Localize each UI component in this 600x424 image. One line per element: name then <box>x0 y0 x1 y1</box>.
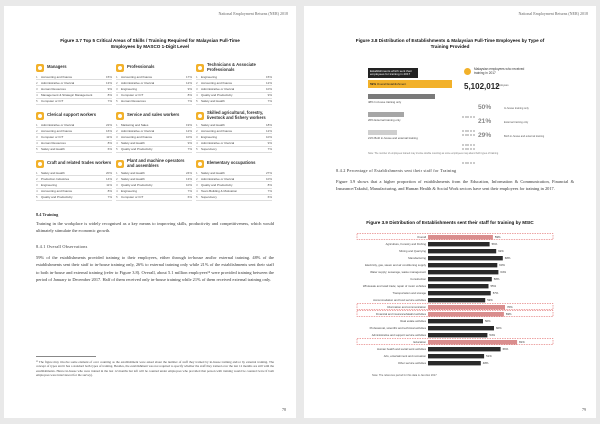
skill-name: Computer or ICT <box>41 134 64 139</box>
skill-rank: 5 <box>196 147 198 152</box>
figure-3-7-title-line2: Employees by MASCO 1-Digit Level <box>111 44 189 50</box>
chart-bar <box>428 340 517 344</box>
chart-value-label: 63% <box>499 263 505 267</box>
chart-bar <box>428 249 496 253</box>
skill-name: Administrative or Clerical <box>41 80 75 85</box>
chart-bar <box>428 263 497 267</box>
skill-name: Computer or ICT <box>41 99 64 104</box>
employee-row-label: Both in-house and external training <box>504 135 545 138</box>
chart-bar <box>428 291 491 295</box>
skill-rank: 4 <box>116 93 118 98</box>
chart-category-label: Real estate activities <box>400 319 426 323</box>
skill-rank: 2 <box>116 80 118 85</box>
subsection-heading-overall: 8.4.1 Overall Observations <box>36 244 88 249</box>
skill-name: Accounting and finance <box>201 128 233 133</box>
chart-value-label: 48% <box>482 361 489 365</box>
establishment-bar <box>368 112 404 117</box>
skill-rank: 5 <box>196 195 198 200</box>
skill-row <box>36 147 112 153</box>
chart-category-label: Water supply; sewerage, waste management <box>370 270 426 274</box>
figure-3-8-title-line2: Training Provided <box>430 44 470 50</box>
skill-rank: 3 <box>116 134 118 139</box>
skill-rank: 1 <box>36 74 38 79</box>
chart-bar <box>428 270 498 274</box>
employee-row-label: External training only <box>504 121 529 124</box>
establishment-total-bar <box>368 80 452 88</box>
skill-name: Human Resources <box>41 86 66 91</box>
occupation-title: Clerical support workers <box>47 112 97 118</box>
skill-rank: 3 <box>196 134 198 139</box>
chart-value-label: 55% <box>490 284 497 288</box>
section-heading-percentage: 8.4.2 Percentage of Establishments sent their staff for Training <box>336 168 457 173</box>
chart-category-label: Accommodation and food service activities <box>373 298 426 302</box>
skill-rank: 1 <box>116 122 118 127</box>
skill-percent: 20% <box>105 170 112 175</box>
section-heading-training: 8.4 Training <box>36 212 59 217</box>
skill-rank: 5 <box>116 99 118 104</box>
chart-category-label: Manufacturing <box>408 256 426 260</box>
skill-percent: 8% <box>107 189 112 194</box>
occupation-block <box>116 158 192 201</box>
occupation-header <box>36 62 112 73</box>
employee-icon <box>464 68 471 75</box>
chart-bar <box>428 333 487 337</box>
skill-percent: 9% <box>187 141 192 146</box>
skill-rank: 4 <box>36 189 38 194</box>
skill-rank: 5 <box>36 195 38 200</box>
chart-bar <box>428 256 503 260</box>
skill-rank: 2 <box>196 128 198 133</box>
skill-name: Engineering <box>201 74 218 79</box>
figure-3-8-title <box>330 38 570 50</box>
occupation-header <box>196 110 272 121</box>
skill-rank: 4 <box>116 189 118 194</box>
figure-3-8-title-line1: Figure 3.8 Distribution of Establishments & Malaysian Full-Time Employees by Type of <box>355 38 545 43</box>
skill-rank: 1 <box>36 170 38 175</box>
figure-3-9-chart <box>356 232 556 372</box>
skill-percent: 8% <box>107 93 112 98</box>
skill-row <box>196 195 272 201</box>
chart-category-label: Arts, entertainment and recreation <box>383 354 426 358</box>
skill-name: Safety and Health <box>201 99 225 104</box>
skill-percent: 7% <box>267 99 272 104</box>
body-paragraph-percentage: Figure 3.9 shows that a higher proportion of establishments from the Education, Information & Communication, Financial & Insurance/Takaful, Manufacturing, and Human Health & Social Work sectors have sent their employees for training in 2017. <box>336 179 574 192</box>
page-number-right: 79 <box>582 407 586 412</box>
skill-name: Safety and Health <box>41 170 65 175</box>
skill-name: Administrative or Clerical <box>41 122 75 127</box>
skill-row <box>116 195 192 201</box>
occupation-header <box>36 158 112 169</box>
chart-value-label: 62% <box>498 249 504 253</box>
intro-paragraph: Training in the workplace is widely recognised as a key means to improving skills, productivity and competitiveness, which would ultimately stimulate the economic growth. <box>36 221 274 234</box>
footnote: ¹² The figure may involve some element of over counting as the establishment were asked about the number of staff they trained by in-house training and/or by external training. The concept of types and it has a standard both types of training. Besides, the establishment was not required to specify whether the staff they trained over the last 12 months are still with the establishments. Hence in-house who were trained in the last 12 months but left will be counted under employees who provided that person with training would be counted twice if both employees were interviewed for the survey). <box>36 360 274 377</box>
skill-name: Computer or ICT <box>121 195 144 200</box>
occupation-block <box>36 158 112 201</box>
skill-row <box>196 99 272 105</box>
skill-rank: 4 <box>196 189 198 194</box>
skill-percent: 17% <box>185 74 192 79</box>
running-header-right: National Employment Returns (NER) 2018 <box>518 11 588 16</box>
chart-bar <box>428 235 493 239</box>
occupation-title: Technicians & Associate Professionals <box>207 61 256 72</box>
chart-value-label: 68% <box>504 256 511 260</box>
establishment-total-label: Overall Establishment <box>376 82 407 86</box>
skill-percent: 16% <box>105 128 112 133</box>
figure-3-9-note: Note: The reference period for this data is Jan-Dec 2017 <box>372 374 437 377</box>
body-paragraph-overall: 59% of the establishments provided training to their employees, either through in-house and/or external training. 48% of the establishments sent their staff to in-house training only, 26% to external training only while 21% of the establishments sent their staff to both in-house and external training (refer to Figure 3.8). Overall, about 5.1 million employees¹² were provided training between the period of January to December 2017. Half of them received only in-house training while 21% of them received external training only. <box>36 255 274 283</box>
skill-percent: 12% <box>265 128 272 133</box>
occupation-block <box>116 62 192 105</box>
chart-category-label: Financial and insurance/takaful activities <box>375 312 426 316</box>
skill-percent: 12% <box>185 128 192 133</box>
skill-rank: 1 <box>196 170 198 175</box>
skill-name: Engineering <box>121 86 138 91</box>
occupation-block <box>196 62 272 105</box>
chart-category-label: Agriculture, Forestry and Fishing <box>385 242 426 246</box>
skill-rank: 2 <box>36 128 38 133</box>
chart-category-label: Overall <box>417 235 426 239</box>
skill-percent: 10% <box>265 86 272 91</box>
skill-name: Administrative or Clerical <box>121 80 155 85</box>
skill-rank: 1 <box>196 74 198 79</box>
skill-percent: 12% <box>185 80 192 85</box>
skill-rank: 5 <box>36 147 38 152</box>
skill-percent: 11% <box>106 134 112 139</box>
left-page <box>4 6 296 418</box>
chart-bar <box>428 277 492 281</box>
establishment-row-label: 26% External training only <box>368 118 401 122</box>
skill-rank: 3 <box>116 86 118 91</box>
skill-rank: 4 <box>116 141 118 146</box>
occupation-icon <box>116 112 124 120</box>
occupation-block <box>116 110 192 153</box>
running-header: National Employment Returns (NER) 2018 <box>218 11 288 16</box>
chart-category-label: Transportation and storage <box>392 291 426 295</box>
skill-name: Accounting and finance <box>121 74 153 79</box>
skill-percent: 9% <box>267 93 272 98</box>
skill-name: Supervisory <box>201 195 217 200</box>
occupation-block <box>196 158 272 201</box>
skill-rank: 1 <box>116 170 118 175</box>
chart-bar <box>428 242 490 246</box>
skill-name: Management & Strategic Management <box>41 93 93 98</box>
skill-name: Administrative or Clerical <box>201 141 235 146</box>
skill-rank: 4 <box>196 141 198 146</box>
skill-row <box>196 147 272 153</box>
establishment-row-label: 48% In-house training only <box>368 100 402 104</box>
employee-row-pct: 50% <box>478 104 492 111</box>
establishment-row-label: 21% Both in-house and external training <box>368 136 418 140</box>
skill-name: Accounting and finance <box>201 80 233 85</box>
skill-name: Accounting and finance <box>41 74 73 79</box>
skill-rank: 2 <box>196 176 198 181</box>
employee-total-label: employees <box>496 84 509 87</box>
occupation-title: Skilled agricultural, forestry, livestock and fishery workers <box>207 109 266 120</box>
skill-row <box>116 147 192 153</box>
skill-rank: 4 <box>36 93 38 98</box>
occupation-icon <box>196 64 204 72</box>
chart-value-label: 51% <box>486 354 492 358</box>
employee-total: 5,102,012 <box>464 82 500 91</box>
chart-category-label: Other service activities <box>397 361 426 365</box>
skill-name: Accounting and finance <box>121 134 153 139</box>
skill-name: Quality and Productivity <box>121 147 153 152</box>
skill-percent: 10% <box>185 134 192 139</box>
chart-category-label: Construction <box>410 277 426 281</box>
skill-name: Safety and Health <box>201 122 225 127</box>
chart-bar <box>428 284 489 288</box>
skill-rank: 5 <box>196 99 198 104</box>
skill-name: Administrative or Clerical <box>201 176 235 181</box>
occupation-title: Service and sales workers <box>127 112 180 118</box>
skill-percent: 6% <box>187 195 192 200</box>
skill-percent: 19% <box>185 122 192 127</box>
skill-percent: 7% <box>187 99 192 104</box>
chart-value-label: 57% <box>492 291 499 295</box>
chart-category-label: Information and communication <box>386 305 426 309</box>
skill-percent: 7% <box>107 195 112 200</box>
skill-rank: 1 <box>196 122 198 127</box>
people-dots-icon <box>462 119 476 128</box>
chart-bar <box>428 305 505 309</box>
skill-rank: 3 <box>196 182 198 187</box>
skill-percent: 10% <box>265 176 272 181</box>
skill-percent: 9% <box>187 86 192 91</box>
employee-row-pct: 29% <box>478 132 492 139</box>
skill-name: Administrative or Clerical <box>121 128 155 133</box>
chart-category-label: Electricity, gas, steam and air conditioning supply <box>365 263 426 267</box>
skill-name: Marketing and Sales <box>121 122 149 127</box>
skill-rank: 5 <box>116 195 118 200</box>
employee-row-label: In-house training only <box>504 107 529 110</box>
occupation-title: Managers <box>47 64 67 70</box>
occupation-header <box>196 158 272 169</box>
skill-percent: 22% <box>105 122 112 127</box>
skill-rank: 3 <box>36 182 38 187</box>
skill-name: Quality and Productivity <box>41 195 73 200</box>
occupation-header <box>116 62 192 73</box>
skill-name: Administrative or Clerical <box>201 86 235 91</box>
skill-percent: 7% <box>187 189 192 194</box>
skill-percent: 7% <box>267 189 272 194</box>
skill-rank: 4 <box>36 141 38 146</box>
skill-percent: 7% <box>107 99 112 104</box>
skill-name: Supervisory <box>201 147 217 152</box>
employee-row-pct: 21% <box>478 118 492 125</box>
employee-title: Malaysian employees who received training in 2017 <box>474 67 525 75</box>
skill-percent: 11% <box>106 182 112 187</box>
occupation-icon <box>196 160 204 168</box>
chart-value-label: 81% <box>519 340 525 344</box>
skill-name: Quality and Productivity <box>201 93 233 98</box>
skill-percent: 9% <box>267 141 272 146</box>
skill-percent: 12% <box>265 80 272 85</box>
skill-name: Human Resources <box>41 141 66 146</box>
chart-value-label: 64% <box>500 270 507 274</box>
skill-rank: 3 <box>36 134 38 139</box>
skill-rank: 2 <box>196 80 198 85</box>
skill-percent: 13% <box>105 80 112 85</box>
skill-percent: 8% <box>267 182 272 187</box>
skill-percent: 24% <box>185 170 192 175</box>
occupation-icon <box>116 160 124 168</box>
chart-value-label: 59% <box>494 235 501 239</box>
chart-bar <box>428 312 504 316</box>
occupation-header <box>116 158 192 169</box>
skill-name: Safety and Health <box>41 147 65 152</box>
chart-value-label: 52% <box>487 298 493 302</box>
chart-value-label: 70% <box>507 305 513 309</box>
skill-name: Engineering <box>121 189 138 194</box>
skill-rank: 1 <box>36 122 38 127</box>
chart-bar <box>428 326 494 330</box>
skill-name: Safety and Health <box>121 141 145 146</box>
skill-rank: 2 <box>116 176 118 181</box>
skill-percent: 6% <box>107 147 112 152</box>
occupation-block <box>36 110 112 153</box>
skill-rank: 5 <box>116 147 118 152</box>
chart-category-label: Wholesale and retail trade; repair of motor vehicles <box>362 284 426 288</box>
skill-name: Engineering <box>201 134 218 139</box>
occupation-header <box>116 110 192 121</box>
chart-bar <box>428 298 485 302</box>
skill-name: Human Resources <box>121 99 146 104</box>
chart-value-label: 69% <box>505 312 512 316</box>
chart-value-label: 56% <box>491 242 498 246</box>
chart-bar <box>428 354 484 358</box>
occupation-block <box>36 62 112 105</box>
establishment-total-pct: 59% <box>370 82 377 86</box>
skill-percent: 6% <box>267 195 272 200</box>
skill-percent: 15% <box>265 74 272 79</box>
skill-percent: 8% <box>187 93 192 98</box>
figure-3-7-title <box>24 38 276 50</box>
skill-name: Production Industries <box>41 176 70 181</box>
chart-category-label: Human health and social work activities <box>377 347 426 351</box>
occupation-block <box>196 110 272 153</box>
skill-rank: 2 <box>116 128 118 133</box>
chart-category-label: Education <box>413 340 426 344</box>
skill-row <box>116 99 192 105</box>
occupation-icon <box>36 160 44 168</box>
skill-percent: 8% <box>107 141 112 146</box>
skill-percent: 13% <box>185 176 192 181</box>
skill-rank: 2 <box>36 176 38 181</box>
occupation-title: Craft and related trades workers <box>47 160 112 166</box>
chart-value-label: 54% <box>489 333 496 337</box>
occupation-header <box>36 110 112 121</box>
figure-3-7-title-line1: Figure 3.7 Top 5 Critical Areas of Skills / Training Required for Malaysian Full-Time <box>60 38 240 43</box>
figure-3-8-infographic <box>356 56 554 162</box>
skill-percent: 15% <box>105 74 112 79</box>
skill-rank: 2 <box>36 80 38 85</box>
skill-percent: 10% <box>265 134 272 139</box>
skill-rank: 4 <box>196 93 198 98</box>
skill-rank: 3 <box>116 182 118 187</box>
skill-rank: 3 <box>196 86 198 91</box>
skill-name: Safety and Health <box>201 170 225 175</box>
skill-name: Quality and Productivity <box>121 182 153 187</box>
chart-bar <box>428 319 483 323</box>
occupation-title: Professionals <box>127 64 155 70</box>
establishment-bar <box>368 130 397 135</box>
skill-name: Accounting and finance <box>41 189 73 194</box>
skill-rank: 1 <box>116 74 118 79</box>
occupation-title: Plant and machine operators and assemblers <box>127 157 185 168</box>
occupation-title: Elementary occupations <box>207 160 256 166</box>
occupation-icon <box>36 64 44 72</box>
skill-percent: 14% <box>105 176 112 181</box>
skill-name: Engineering <box>41 182 58 187</box>
skill-percent: 27% <box>265 170 272 175</box>
people-dots-icon <box>462 133 476 142</box>
skill-name: Accounting and finance <box>41 128 73 133</box>
page-number-left: 78 <box>282 407 286 412</box>
skill-name: Team Building & Motivation <box>201 189 238 194</box>
skill-name: Safety and Health <box>121 170 145 175</box>
figure-3-8-note: Note: The number of employees trained may involve double counting as some employees may attend both types of training <box>368 152 499 155</box>
occupation-icon <box>36 112 44 120</box>
chart-value-label: 66% <box>502 347 509 351</box>
right-page <box>304 6 596 418</box>
skill-row <box>36 99 112 105</box>
skill-percent: 7% <box>267 147 272 152</box>
people-dots-icon <box>462 105 476 114</box>
chart-category-label: Professional, scientific and technical activities <box>369 326 426 330</box>
skill-rank: 5 <box>36 99 38 104</box>
skill-percent: 7% <box>187 147 192 152</box>
skill-name: Computer or ICT <box>121 93 144 98</box>
chart-value-label: 50% <box>485 319 491 323</box>
skill-percent: 18% <box>265 122 272 127</box>
chart-value-label: 60% <box>496 326 502 330</box>
skill-percent: 9% <box>107 86 112 91</box>
occupation-icon <box>196 112 204 120</box>
skill-percent: 10% <box>185 182 192 187</box>
skill-name: Quality and Productivity <box>201 182 233 187</box>
figure-3-9-title: Figure 3.9 Distribution of Establishments sent their staff for training by MSIC <box>366 220 534 225</box>
establishment-box: Establishments which sent their employees for training in 2017 <box>368 68 418 78</box>
occupation-header <box>196 62 272 73</box>
skill-rank: 3 <box>36 86 38 91</box>
chart-category-label: Mining and Quarrying <box>399 249 426 253</box>
chart-bar <box>428 361 481 365</box>
chart-bar <box>428 347 501 351</box>
skill-row <box>36 195 112 201</box>
chart-value-label: 58% <box>493 277 500 281</box>
chart-category-label: Administrative and support service activities <box>371 333 426 337</box>
footnote-rule <box>36 356 96 357</box>
establishment-bar <box>368 94 435 99</box>
occupation-icon <box>116 64 124 72</box>
skill-name: Safety and Health <box>121 176 145 181</box>
